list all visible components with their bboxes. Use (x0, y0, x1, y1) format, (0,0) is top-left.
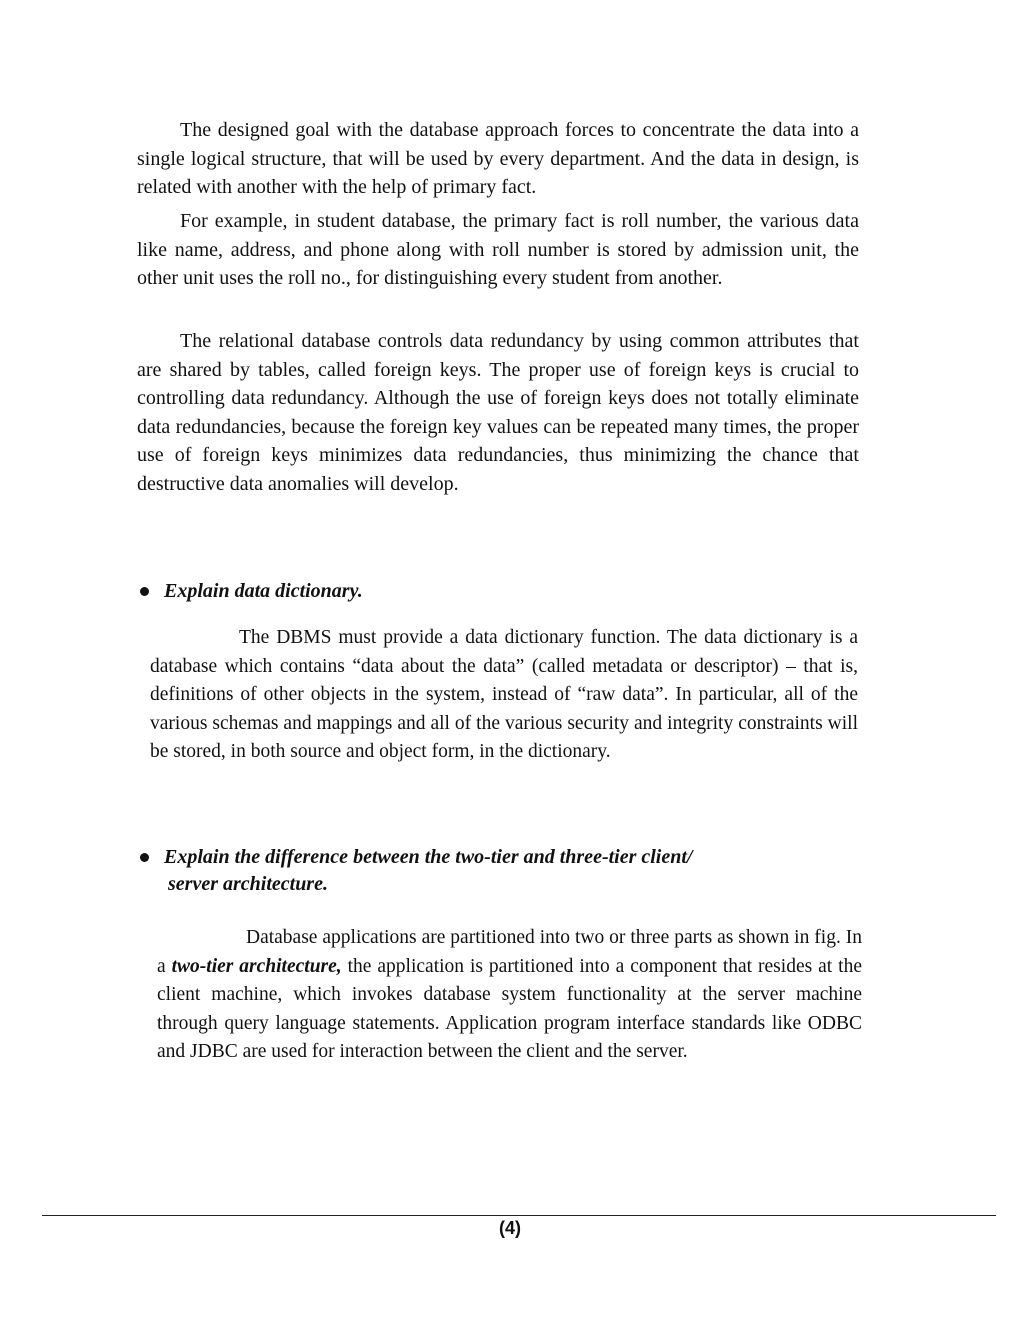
bullet-icon (140, 853, 149, 862)
heading-client-server-line2: server architecture. (168, 873, 328, 895)
page-number: (4) (499, 1218, 521, 1238)
paragraph-data-dictionary: The DBMS must provide a data dictionary function. The data dictionary is a database which contains “data about the data” (called metadata or descriptor) – that is, definitions of other objects in the system, instead of “raw data”. In particular, all of the various schemas and mappings and all of the various security and integrity constraints will be stored, in both source and object form, in the dictionary. (150, 627, 858, 762)
paragraph-two-tier (157, 924, 862, 1067)
footer-divider (42, 1215, 996, 1216)
paragraph-foreign-keys: The relational database controls data redundancy by using common attributes that are shared by tables, called foreign keys. The proper use of foreign keys is crucial to controlling data redundancy. Although the use of foreign keys does not totally eliminate data redundancies, because the foreign key values can be repeated many times, the proper use of foreign keys minimizes data redundancies, thus minimizing the chance that destructive data anomalies will develop. (137, 330, 859, 495)
paragraph-student-example: For example, in student database, the primary fact is roll number, the various data like name, address, and phone along with roll number is stored by admission unit, the other unit uses the roll no., for distinguishing every student from another. (137, 210, 859, 289)
heading-client-server-line1: Explain the difference between the two-tier and three-tier client/ (164, 846, 693, 868)
two-tier-emphasis: two-tier architecture, (171, 955, 342, 977)
paragraph-two-tier-intro: Database applications are partitioned into two or three parts as shown in fig. In a (157, 927, 862, 977)
bullet-icon (140, 587, 149, 596)
heading-data-dictionary: Explain data dictionary. (164, 580, 363, 602)
paragraph-database-goal: The designed goal with the database approach forces to concentrate the data into a single logical structure, that will be used by every department. And the data in design, is related with another with the help of primary fact. (137, 119, 859, 198)
paragraph-two-tier-rest: the application is partitioned into a component that resides at the client machine, which invokes database system functionality at the server machine through query language statements. Application program interface standards like ODBC and JDBC are used for interaction between the client and the server. (157, 955, 862, 1062)
heading-client-server (164, 844, 864, 898)
